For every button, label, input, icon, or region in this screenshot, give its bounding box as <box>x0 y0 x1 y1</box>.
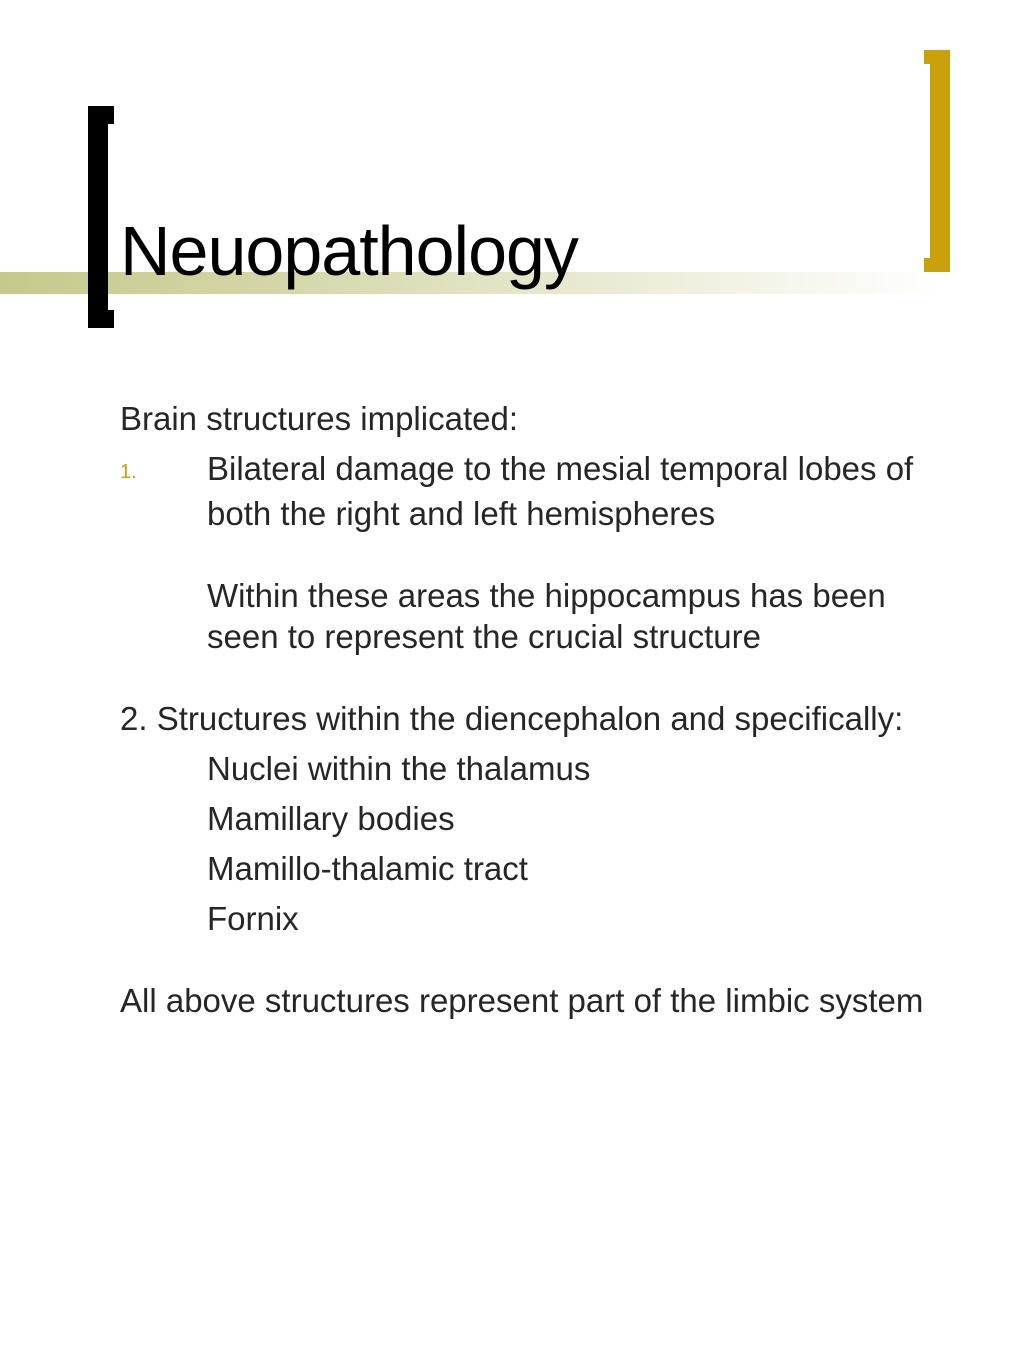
left-bracket-decoration <box>88 106 114 328</box>
conclusion-text: All above structures represent part of the limbic system <box>120 982 924 1019</box>
list-number-1: 1. <box>120 461 137 483</box>
list-item-1-text: Bilateral damage to the mesial temporal lobes of both the right and left hemispheres <box>207 450 914 532</box>
list-item-1 <box>120 448 960 534</box>
list-item-2: 2. Structures within the diencephalon and specifically: <box>120 700 904 737</box>
subitem-mamillary-bodies: Mamillary bodies <box>207 800 455 837</box>
right-bracket-decoration <box>924 50 950 272</box>
subitem-fornix: Fornix <box>207 900 299 937</box>
list-item-1-note: Within these areas the hippocampus has been seen to represent the crucial structure <box>207 577 886 655</box>
subitem-thalamus: Nuclei within the thalamus <box>207 750 591 787</box>
intro-text: Brain structures implicated: <box>120 400 518 437</box>
slide-title: Neuopathology <box>120 212 578 290</box>
slide-body <box>120 398 960 1021</box>
subitem-mamillo-thalamic-tract: Mamillo-thalamic tract <box>207 850 528 887</box>
